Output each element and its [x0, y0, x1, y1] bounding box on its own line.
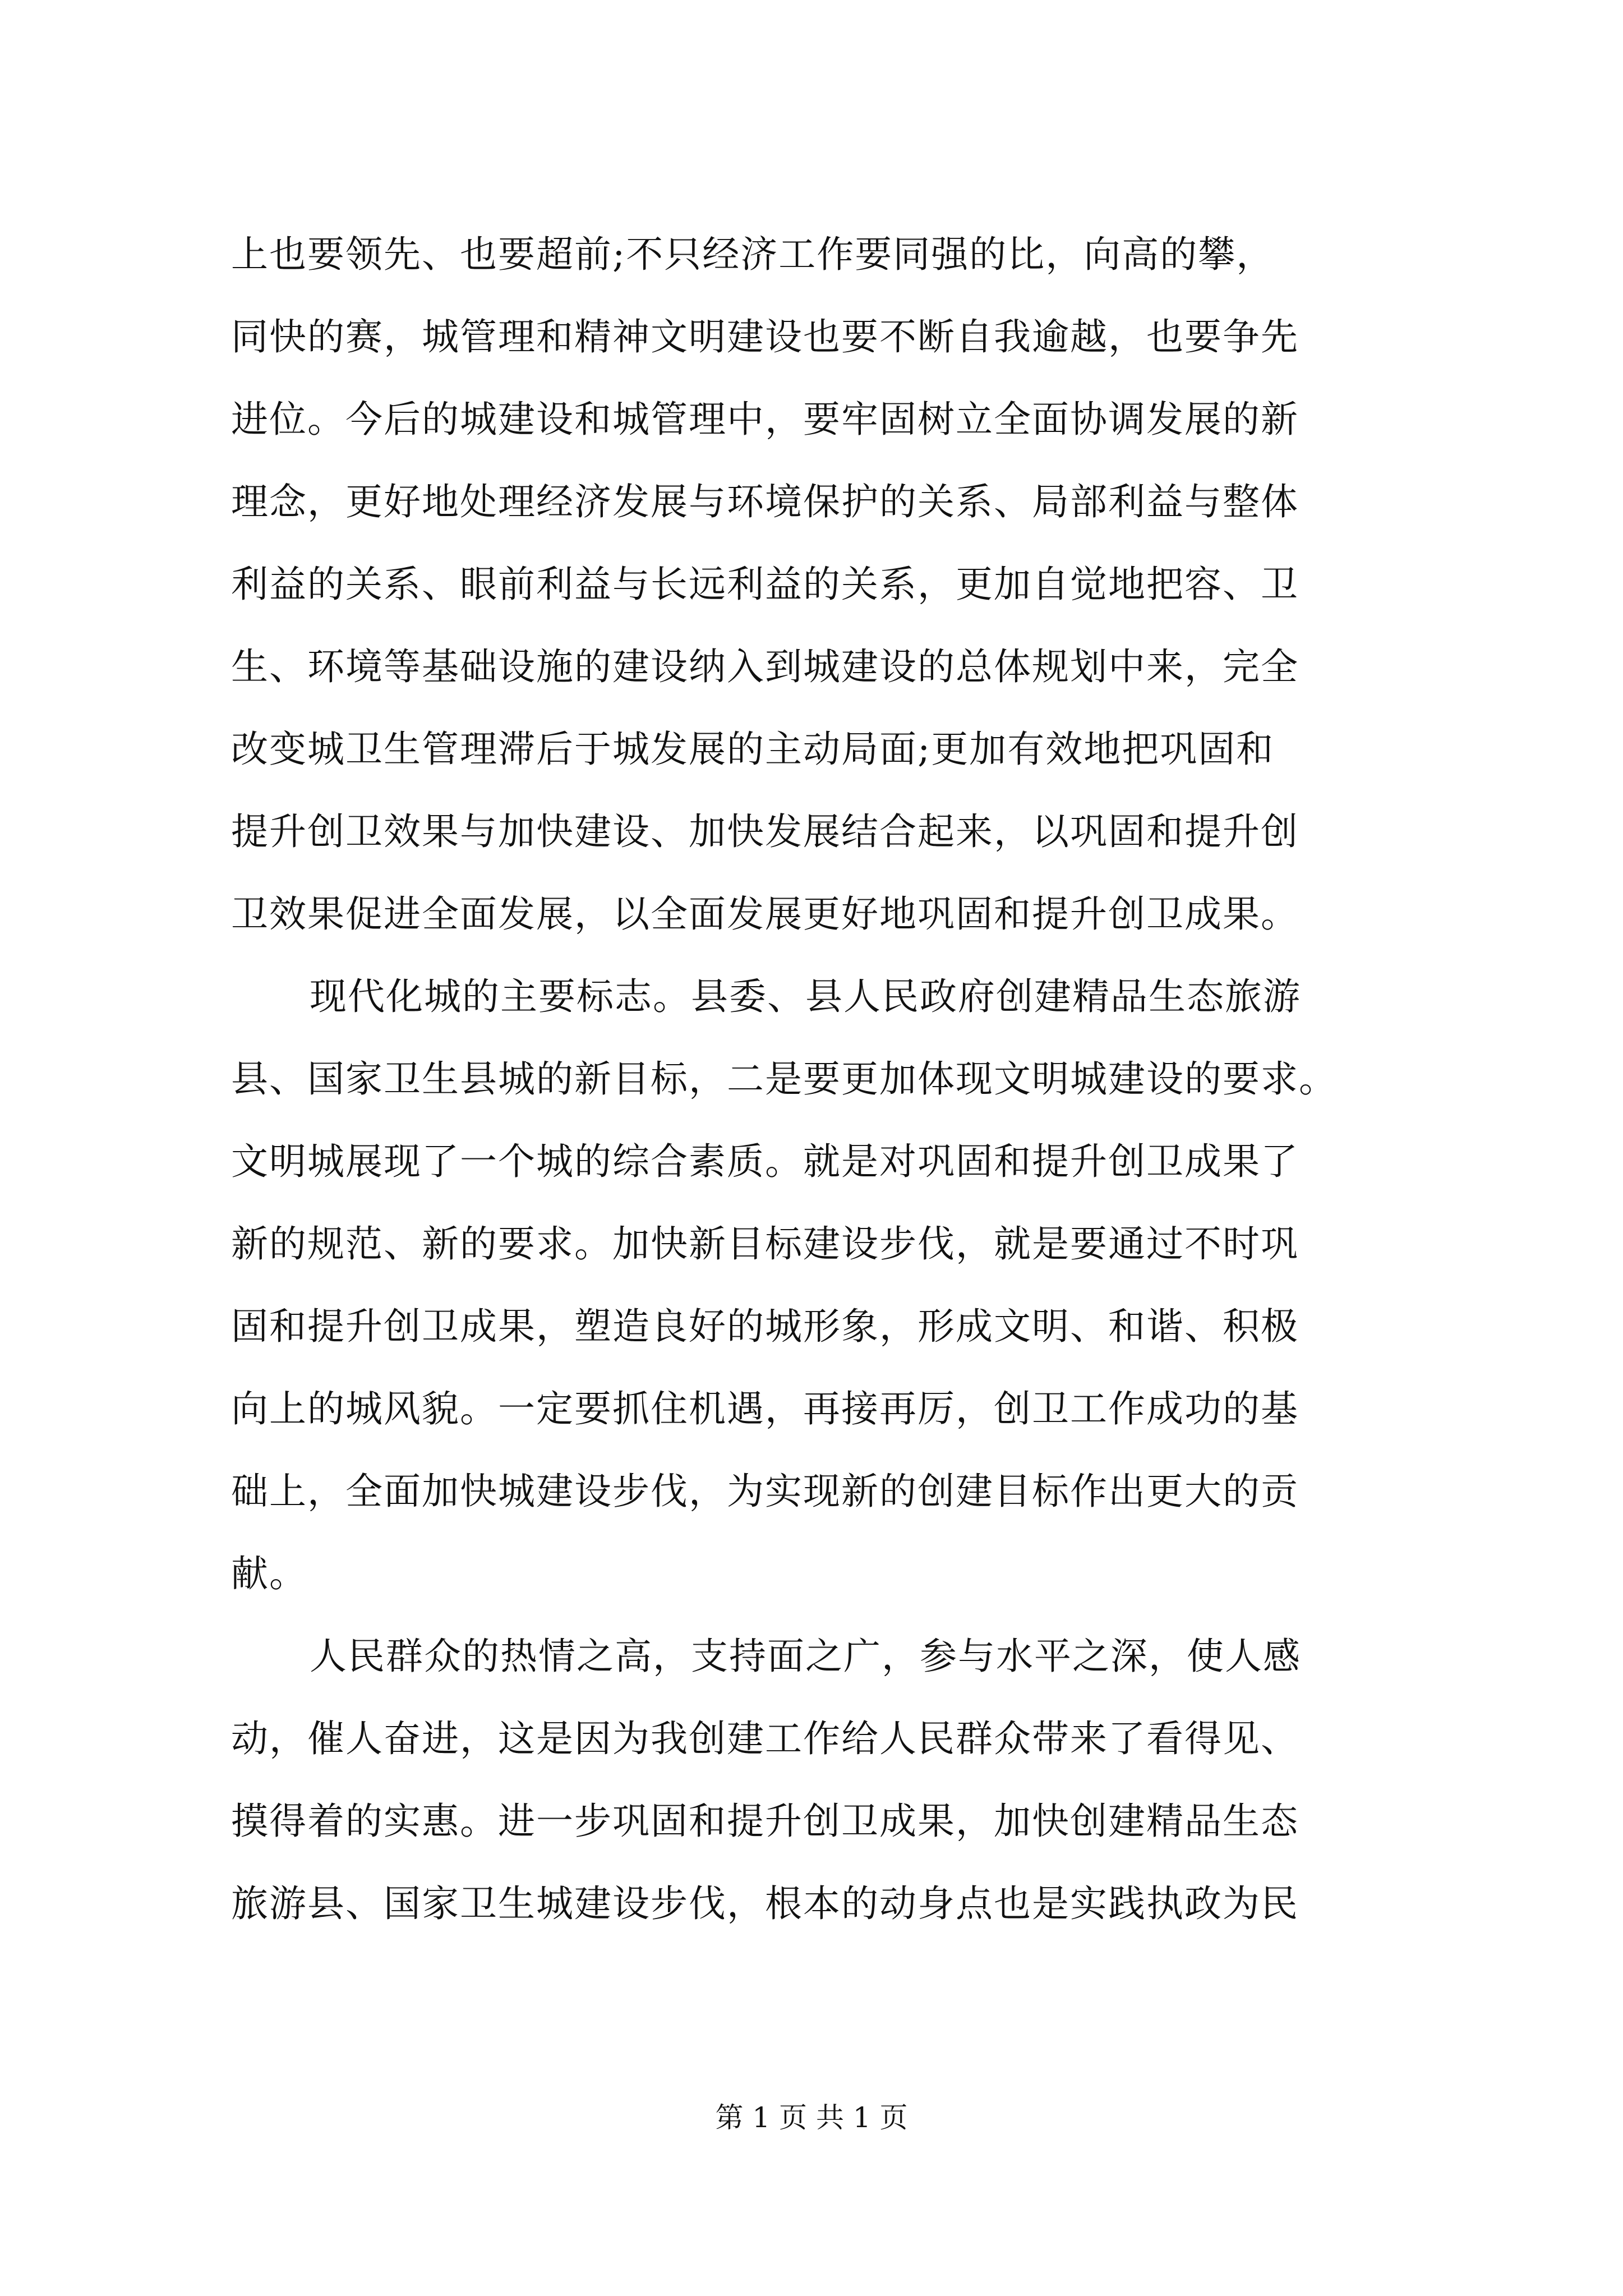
text-line: 提升创卫效果与加快建设、加快发展结合起来，以巩固和提升创 [231, 810, 1299, 853]
text-line: 同快的赛，城管理和精神文明建设也要不断自我逾越，也要争先 [231, 315, 1299, 358]
text-line: 上也要领先、也要超前;不只经济工作要同强的比，向高的攀， [231, 233, 1275, 276]
text-line: 利益的关系、眼前利益与长远利益的关系，更加自觉地把容、卫 [231, 563, 1299, 606]
text-line: 卫效果促进全面发展，以全面发展更好地巩固和提升创卫成果。 [231, 892, 1299, 936]
text-line: 摸得着的实惠。进一步巩固和提升创卫成果，加快创建精品生态 [231, 1800, 1299, 1843]
text-line: 础上，全面加快城建设步伐，为实现新的创建目标作出更大的贡 [231, 1470, 1299, 1513]
text-line: 新的规范、新的要求。加快新目标建设步伐，就是要通过不时巩 [231, 1222, 1299, 1266]
text-line: 文明城展现了一个城的综合素质。就是对巩固和提升创卫成果了 [231, 1140, 1299, 1183]
paragraph-start-line: 人民群众的热情之高，支持面之广，参与水平之深，使人感 [310, 1635, 1301, 1678]
text-line: 旅游县、国家卫生城建设步伐，根本的动身点也是实践执政为民 [231, 1882, 1299, 1925]
text-line: 县、国家卫生县城的新目标，二是要更加体现文明城建设的要求。 [231, 1057, 1337, 1101]
text-line: 献。 [231, 1552, 307, 1595]
page-number-footer: 第 1 页 共 1 页 [715, 2101, 908, 2134]
text-line: 理念，更好地处理经济发展与环境保护的关系、局部利益与整体 [231, 480, 1299, 523]
paragraph-start-line: 现代化城的主要标志。县委、县人民政府创建精品生态旅游 [310, 975, 1301, 1018]
text-line: 动，催人奋进，这是因为我创建工作给人民群众带来了看得见、 [231, 1717, 1299, 1760]
text-line: 生、环境等基础设施的建设纳入到城建设的总体规划中来，完全 [231, 645, 1299, 688]
document-body [231, 213, 1420, 1945]
text-line: 向上的城风貌。一定要抓住机遇，再接再厉，创卫工作成功的基 [231, 1387, 1299, 1430]
text-line: 固和提升创卫成果，塑造良好的城形象，形成文明、和谐、积极 [231, 1305, 1299, 1348]
text-line: 进位。今后的城建设和城管理中，要牢固树立全面协调发展的新 [231, 398, 1299, 441]
text-line: 改变城卫生管理滞后于城发展的主动局面;更加有效地把巩固和 [231, 728, 1275, 771]
